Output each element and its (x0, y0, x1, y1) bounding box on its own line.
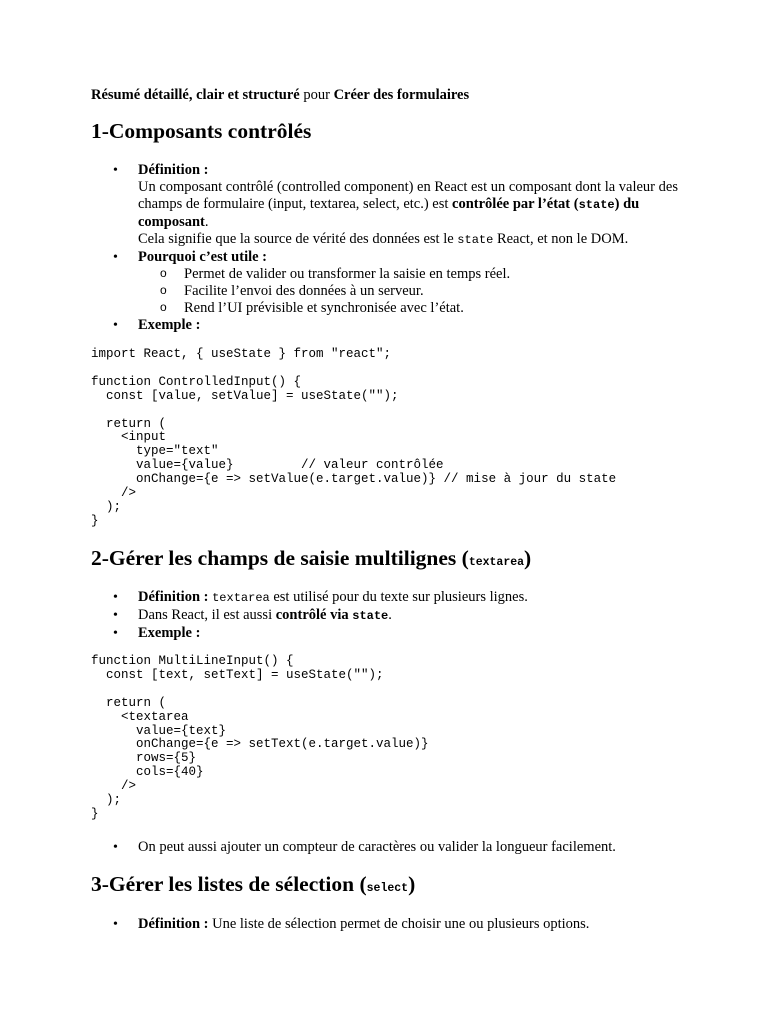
definition-label: Définition : (138, 916, 209, 932)
section1-heading: 1-Composants contrôlés (91, 119, 312, 143)
why-label: Pourquoi c’est utile : (138, 249, 268, 265)
section3-list (91, 916, 691, 933)
code-block-controlled-input: import React, { useState } from "react"; function ControlledInput() { const [value, setValue] = useState(""); return ( <input type="text" value={value} // valeur contrôlée onChange={e => setValue(e.target.value)} // mise à jour du state /> ); } (91, 347, 617, 528)
react-bold-code: state (352, 609, 389, 623)
example-label: Exemple : (138, 625, 201, 641)
section2-heading-end: ) (524, 546, 532, 570)
definition-text-3: React, et non le DOM. (493, 231, 629, 247)
react-bold (276, 607, 389, 623)
code-block-multiline-input: function MultiLineInput() { const [text, setText] = useState(""); return ( <textarea value={text} onChange={e => setText(e.target.value)} rows={5} cols={40} /> ); } (91, 654, 429, 821)
section2-definition-item (91, 589, 691, 607)
intro-bold-2: Créer des formulaires (333, 87, 470, 103)
section3-heading-text: 3-Gérer les listes de sélection ( (91, 872, 367, 896)
why-sublist (138, 266, 691, 317)
section3-heading-end: ) (408, 872, 416, 896)
section3-definition-item (91, 916, 691, 933)
definition-label: Définition : (138, 162, 209, 178)
section2-note-item: • On peut aussi ajouter un compteur de caractères ou valider la longueur facilement. (91, 839, 691, 856)
section2-heading-code: textarea (468, 556, 525, 569)
section1-list (91, 162, 691, 334)
section1-why-item (91, 249, 691, 317)
section2-note-list (91, 839, 691, 856)
section2-heading-text: 2-Gérer les champs de saisie multilignes ( (91, 546, 469, 570)
definition-text: Une liste de sélection permet de choisir une ou plusieurs options. (208, 916, 590, 932)
definition-code-state-2: state (457, 233, 494, 247)
why-subitem: o Rend l’UI prévisible et synchronisée avec l’état. (138, 300, 691, 317)
definition-code-textarea: textarea (212, 591, 270, 605)
example-label: Exemple : (138, 317, 201, 333)
definition-text: est utilisé pour du texte sur plusieurs lignes. (269, 589, 528, 605)
react-bold-text: contrôlé via (275, 607, 353, 623)
section2-example-item (91, 625, 691, 642)
definition-text-2: Cela signifie que la source de vérité des données est le (138, 231, 458, 247)
section1-definition-item (91, 162, 691, 249)
intro-line (91, 87, 469, 104)
section2-react-item (91, 607, 691, 625)
definition-period: . (204, 214, 209, 230)
why-subitem: o Permet de valider ou transformer la saisie en temps réel. (138, 266, 691, 283)
why-subitem: o Facilite l’envoi des données à un serveur. (138, 283, 691, 300)
section3-heading (91, 872, 415, 897)
section1-example-item (91, 317, 691, 334)
definition-text: Un composant contrôlé (controlled component) en React est un composant dont la valeur des champs de formulaire (input, textarea, select, etc.) est (138, 179, 678, 212)
definition-bold-part1: contrôlée par l’état ( (452, 196, 579, 212)
definition-code-state: state (578, 198, 615, 212)
definition-bold-part2: ) du composant (138, 196, 640, 230)
definition-label: Définition : (138, 589, 209, 605)
react-text: Dans React, il est aussi (138, 607, 276, 623)
section2-heading (91, 546, 531, 571)
intro-text: pour (299, 87, 334, 103)
intro-bold-1: Résumé détaillé, clair et structuré (91, 87, 300, 103)
react-end: . (388, 607, 392, 623)
section3-heading-code: select (366, 882, 409, 895)
section2-list (91, 589, 691, 642)
